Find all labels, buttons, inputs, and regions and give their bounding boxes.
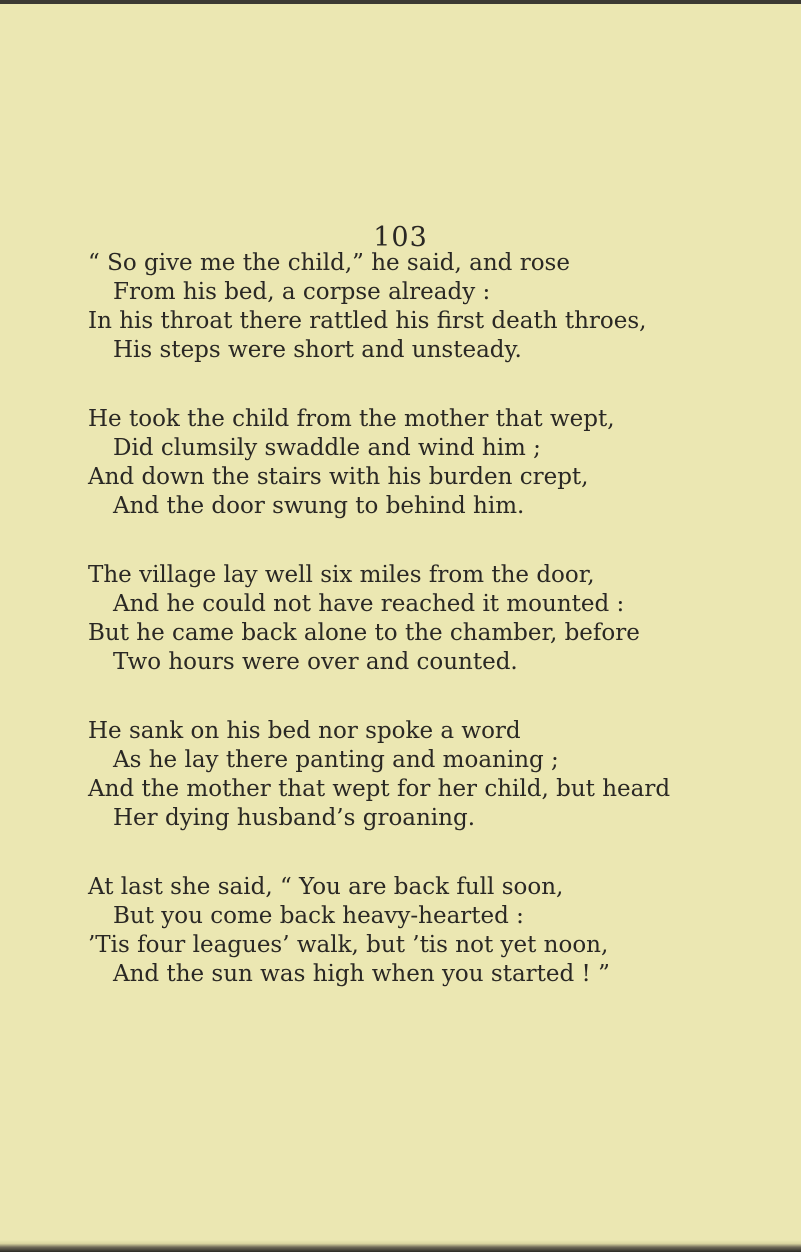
stanza-3: [88, 561, 788, 677]
poem-line: But he came back alone to the chamber, before: [88, 620, 640, 646]
stanza-4: [88, 717, 788, 833]
poem-line: In his throat there rattled his first death throes,: [88, 308, 647, 334]
poem-line: His steps were short and unsteady.: [113, 337, 522, 363]
poem-line: “ So give me the child,” he said, and rose: [88, 250, 570, 276]
poem-line: And he could not have reached it mounted :: [113, 591, 625, 617]
poem-line: He sank on his bed nor spoke a word: [88, 718, 521, 744]
poem-line: And the mother that wept for her child, but heard: [88, 776, 671, 802]
stanza-5: [88, 873, 788, 989]
poem-line: And the door swung to behind him.: [113, 493, 525, 519]
page-top-edge: [0, 0, 801, 4]
poem-line: Did clumsily swaddle and wind him ;: [113, 435, 541, 461]
poem-line: Her dying husband’s groaning.: [113, 805, 476, 831]
poem-line: Two hours were over and counted.: [113, 649, 518, 675]
poem-line: From his bed, a corpse already :: [113, 279, 491, 305]
page-bottom-edge: [0, 1240, 801, 1252]
page-number: 103: [373, 222, 428, 253]
stanza-2: [88, 405, 788, 521]
poem-line: ’Tis four leagues’ walk, but ’tis not yet noon,: [88, 932, 609, 958]
poem: [88, 249, 788, 1029]
poem-line: And the sun was high when you started ! ”: [113, 961, 610, 987]
poem-line: But you come back heavy-hearted :: [113, 903, 524, 929]
poem-line: And down the stairs with his burden crept,: [88, 464, 589, 490]
poem-line: The village lay well six miles from the door,: [88, 562, 595, 588]
poem-line: As he lay there panting and moaning ;: [113, 747, 559, 773]
poem-line: He took the child from the mother that wept,: [88, 406, 615, 432]
stanza-1: [88, 249, 788, 365]
poem-line: At last she said, “ You are back full soon,: [88, 874, 564, 900]
